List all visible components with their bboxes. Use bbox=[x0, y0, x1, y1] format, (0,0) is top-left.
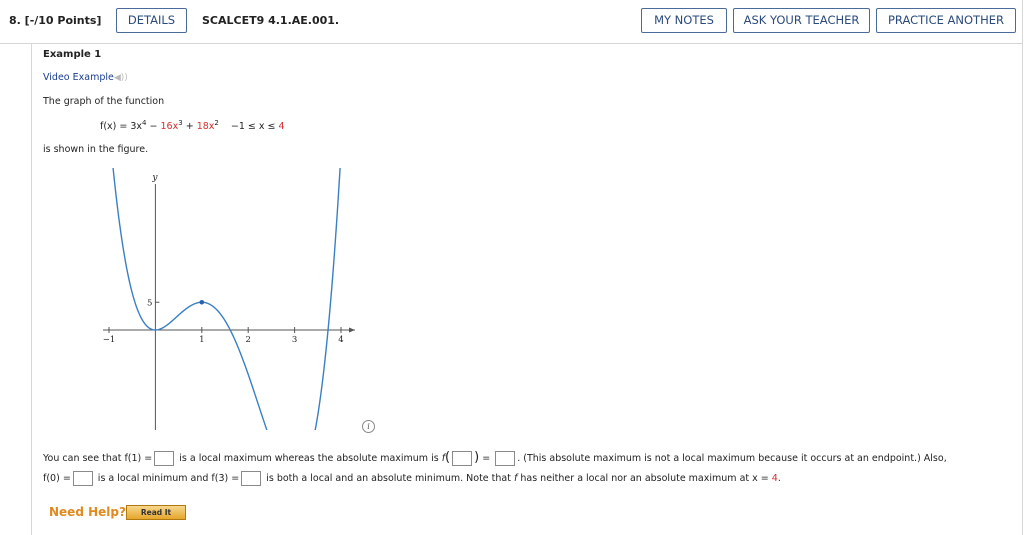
q2-f0-label: f(0) = bbox=[43, 473, 71, 484]
question-header bbox=[0, 0, 1022, 44]
y-tick-label: 5 bbox=[146, 298, 153, 309]
ask-your-teacher-button[interactable]: ASK YOUR TEACHER bbox=[733, 8, 870, 33]
q1-text-a: You can see that bbox=[43, 453, 125, 464]
q2-x-label: x = bbox=[752, 473, 772, 484]
function-term2: 16x bbox=[160, 121, 179, 133]
q2-f-label: f bbox=[513, 473, 518, 484]
x-axis-arrow bbox=[349, 328, 355, 333]
function-lhs: f(x) = 3x bbox=[100, 121, 143, 133]
q1-f1-label: f(1) = bbox=[124, 453, 153, 464]
practice-another-button[interactable]: PRACTICE ANOTHER bbox=[876, 8, 1016, 33]
function-formula bbox=[100, 119, 285, 132]
x-tick-label: −1 bbox=[102, 335, 116, 345]
details-button[interactable]: DETAILS bbox=[116, 8, 187, 33]
video-example-label: Video Example bbox=[43, 72, 114, 83]
answer-absmax-x-input[interactable] bbox=[452, 451, 472, 466]
function-exp2: 3 bbox=[178, 119, 183, 127]
example-title: Example 1 bbox=[43, 49, 102, 60]
video-example-link[interactable] bbox=[43, 72, 128, 83]
answer-f0-input[interactable] bbox=[73, 471, 93, 486]
question-line-2 bbox=[43, 471, 781, 486]
function-graph bbox=[90, 168, 360, 430]
graph-point bbox=[200, 300, 205, 305]
right-divider bbox=[1022, 0, 1023, 535]
question-line-1: You can see that f(1) = is a local maximum whereas the absolute maximum is f( ) = . (This absolute maximum is not a local maximum because it occurs at an endpoint.) Also, bbox=[43, 450, 947, 465]
domain-end: 4 bbox=[278, 121, 285, 133]
q2-f3-label: f(3) = bbox=[211, 473, 240, 484]
shown-text: is shown in the figure. bbox=[43, 144, 149, 155]
q1-text-b: is a local maximum whereas the absolute maximum is bbox=[176, 453, 442, 464]
answer-f3-input[interactable] bbox=[241, 471, 261, 486]
q2-text-c: has neither a local nor an absolute maximum at bbox=[517, 473, 753, 484]
domain-prefix: −1 ≤ x ≤ bbox=[230, 121, 279, 133]
answer-absmax-value-input[interactable] bbox=[495, 451, 515, 466]
need-help-label: Need Help? bbox=[49, 505, 126, 519]
x-tick-label: 4 bbox=[338, 335, 344, 345]
intro-text: The graph of the function bbox=[43, 96, 165, 107]
x-tick-label: 3 bbox=[291, 335, 298, 345]
question-number: 8. [-/10 Points] bbox=[9, 14, 102, 27]
my-notes-button[interactable]: MY NOTES bbox=[641, 8, 727, 33]
q2-x-value: 4 bbox=[771, 473, 778, 484]
function-curve bbox=[109, 168, 344, 430]
function-term3: 18x bbox=[196, 121, 215, 133]
speaker-icon: ◀)) bbox=[113, 73, 128, 83]
q1-f-label: f bbox=[441, 453, 446, 464]
function-exp1: 4 bbox=[142, 119, 147, 127]
minus-sign: − bbox=[146, 121, 161, 133]
q1-text-c: . (This absolute maximum is not a local maximum because it occurs at an endpoint.) Also, bbox=[517, 453, 947, 464]
read-it-button[interactable]: Read It bbox=[126, 505, 186, 520]
x-tick-label: 1 bbox=[199, 335, 205, 345]
y-axis-label: y bbox=[152, 173, 158, 183]
plus-sign: + bbox=[182, 121, 197, 133]
q2-text-a: is a local minimum and bbox=[94, 473, 212, 484]
course-code: SCALCET9 4.1.AE.001. bbox=[202, 14, 340, 27]
graph-ticks bbox=[103, 168, 344, 430]
x-tick-label: 2 bbox=[245, 335, 251, 345]
q1-eq: = bbox=[479, 453, 494, 464]
q2-text-b: is both a local and an absolute minimum. Note that bbox=[263, 473, 514, 484]
info-icon[interactable]: i bbox=[362, 420, 375, 433]
function-exp3: 2 bbox=[214, 119, 219, 127]
answer-f1-input[interactable] bbox=[154, 451, 174, 466]
q2-end: . bbox=[777, 473, 781, 484]
graph-points bbox=[107, 168, 344, 430]
left-divider bbox=[31, 44, 32, 535]
